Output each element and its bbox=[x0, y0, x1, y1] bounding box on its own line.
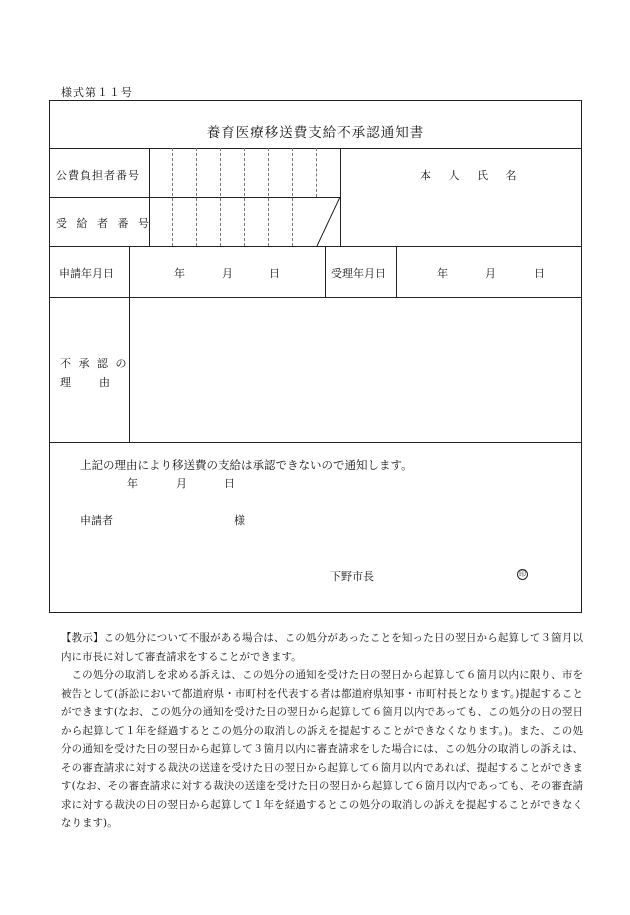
public-payer-number-label: 公費負担者番号 bbox=[56, 169, 140, 182]
digit-separator bbox=[244, 148, 245, 246]
applicant-label: 申請者 bbox=[80, 514, 113, 527]
date-reason-label-divider bbox=[129, 246, 130, 442]
notice-year-unit: 年 bbox=[127, 477, 138, 490]
instruction-note bbox=[61, 629, 583, 833]
notice-message: 上記の理由により移送費の支給は承認できないので通知します。 bbox=[80, 458, 413, 472]
application-year-unit: 年 bbox=[174, 267, 185, 280]
application-date-label: 申請年月日 bbox=[59, 267, 114, 280]
receipt-date-label: 受理年月日 bbox=[331, 267, 386, 280]
seal-icon: 印 bbox=[519, 570, 526, 578]
applicant-honorific: 様 bbox=[234, 514, 245, 527]
reason-label-line2: 理 由 bbox=[60, 376, 112, 389]
digit-separator bbox=[196, 148, 197, 246]
reason-section-bottom bbox=[50, 442, 581, 443]
receipt-label-right-divider bbox=[396, 246, 397, 297]
digit-separator bbox=[268, 148, 269, 246]
digit-separator bbox=[292, 148, 293, 246]
notice-day-unit: 日 bbox=[224, 477, 235, 490]
person-name-label: 本 人 氏 名 bbox=[420, 169, 524, 182]
notice-month-unit: 月 bbox=[176, 477, 187, 490]
reason-label-line1: 不 承 認 の bbox=[60, 357, 129, 370]
instruction-paragraph-1: 【教示】この処分について不服がある場合は、この処分があったことを知った日の翌日から起算して３箇月以内に市長に対して審査請求をすることができます。 bbox=[61, 632, 583, 663]
digit-separator bbox=[172, 148, 173, 246]
receipt-month-unit: 月 bbox=[485, 267, 496, 280]
receipt-year-unit: 年 bbox=[437, 267, 448, 280]
void-cell-slash bbox=[316, 197, 342, 247]
instruction-paragraph-2: この処分の取消しを求める訴えは、この処分の通知を受けた日の翌日から起算して６箇月以内に限り、市を被告として(訴訟において都道府県・市町村を代表する者は都道府県知事・市町村長となります。)提起することができます(なお、この処分の通知を受けた日の翌日から起算して６箇月以内であっても、この処分の日の翌日から起算して１年を経過するとこの処分の取消しの訴えを提起することができなくなります。)。また、この処分の通知を受けた日の翌日から起算して３箇月以内に審査請求をした場合には、この処分の取消しの訴えは、その審査請求に対する裁決の送達を受けた日の翌日から起算して６箇月以内であれば、提起することができます(なお、その審査請求に対する裁決の送達を受けた日の翌日から起算して６箇月以内であっても、その審査請求に対する裁決の日の翌日から起算して１年を経過するとこの処分の取消しの訴えを提起することができなくなります)。 bbox=[61, 669, 583, 829]
number-label-divider bbox=[149, 148, 150, 246]
digit-separator bbox=[316, 148, 317, 197]
notice-form bbox=[49, 100, 582, 613]
receipt-label-left-divider bbox=[325, 246, 326, 297]
form-title: 養育医療移送費支給不承認通知書 bbox=[206, 125, 425, 141]
recipient-number-label: 受 給 者 番 号 bbox=[56, 217, 152, 230]
number-divider bbox=[50, 197, 340, 198]
receipt-day-unit: 日 bbox=[534, 267, 545, 280]
digit-separator bbox=[220, 148, 221, 246]
application-day-unit: 日 bbox=[269, 267, 280, 280]
issuer-name: 下野市長 bbox=[330, 570, 374, 583]
application-month-unit: 月 bbox=[222, 267, 233, 280]
form-number: 様式第１１号 bbox=[61, 86, 133, 99]
